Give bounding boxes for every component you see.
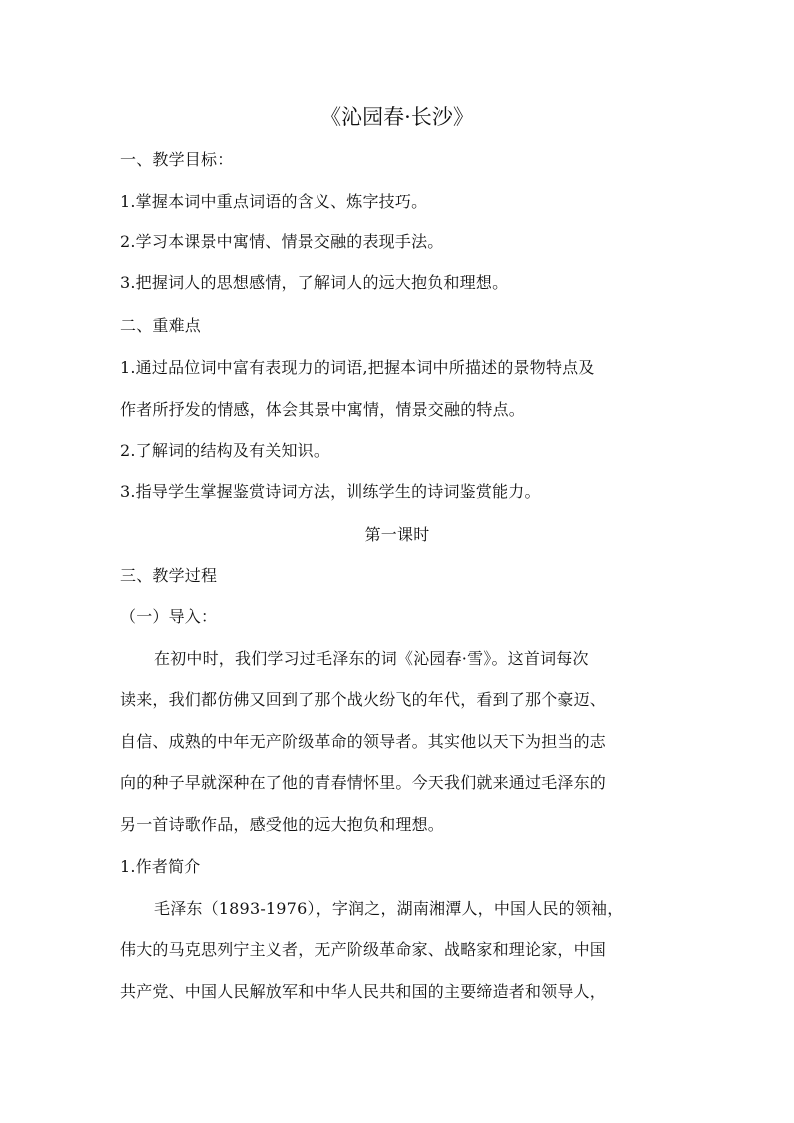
author-paragraph-line-1: 毛泽东（1893-1976），字润之，湖南湘潭人，中国人民的领袖， [154, 899, 624, 918]
intro-paragraph-line-2: 读来，我们都仿佛又回到了那个战火纷飞的年代，看到了那个豪迈、 [120, 690, 607, 709]
author-paragraph-line-3: 共产党、中国人民解放军和中华人民共和国的主要缔造者和领导人， [120, 982, 607, 1001]
objective-item-3: 3.把握词人的思想感情，了解词人的远大抱负和理想。 [120, 273, 509, 292]
author-heading: 1.作者简介 [120, 857, 201, 876]
intro-paragraph-line-5: 另一首诗歌作品，感受他的远大抱负和理想。 [120, 815, 445, 834]
key-point-item-2: 2.了解词的结构及有关知识。 [120, 441, 331, 460]
key-point-item-1-line-2: 作者所抒发的情感，体会其景中寓情，情景交融的特点。 [120, 400, 526, 419]
key-point-item-1-line-1: 1.通过品位词中富有表现力的词语,把握本词中所描述的景物特点及 [120, 358, 595, 377]
objective-item-1: 1.掌握本词中重点词语的含义、炼字技巧。 [120, 192, 428, 211]
key-points-heading: 二、重难点 [120, 316, 202, 335]
document-title: 《沁园春·长沙》 [320, 105, 474, 129]
intro-paragraph-line-4: 向的种子早就深种在了他的青春情怀里。今天我们就来通过毛泽东的 [120, 773, 607, 792]
lesson-title: 第一课时 [364, 525, 430, 544]
intro-paragraph-line-1: 在初中时，我们学习过毛泽东的词《沁园春·雪》。这首词每次 [154, 649, 589, 668]
intro-heading: （一）导入： [120, 607, 218, 626]
objectives-heading: 一、教学目标： [120, 150, 234, 169]
objective-item-2: 2.学习本课景中寓情、情景交融的表现手法。 [120, 232, 444, 251]
key-point-item-3: 3.指导学生掌握鉴赏诗词方法，训练学生的诗词鉴赏能力。 [120, 482, 541, 501]
author-paragraph-line-2: 伟大的马克思列宁主义者，无产阶级革命家、战略家和理论家，中国 [120, 940, 607, 959]
intro-paragraph-line-3: 自信、成熟的中年无产阶级革命的领导者。其实他以天下为担当的志 [120, 732, 607, 751]
process-heading: 三、教学过程 [120, 566, 218, 585]
